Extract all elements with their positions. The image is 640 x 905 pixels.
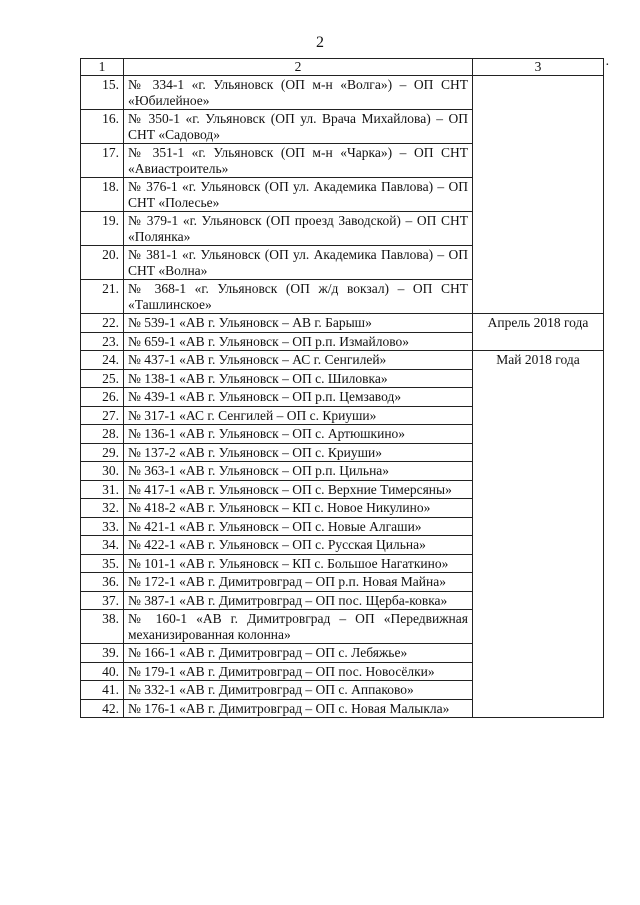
row-number: 33. <box>81 517 124 536</box>
row-number: 22. <box>81 314 124 333</box>
route-description: № 422-1 «АВ г. Ульяновск – ОП с. Русская Цильна» <box>124 536 473 555</box>
row-number: 17. <box>81 144 124 178</box>
route-description: № 363-1 «АВ г. Ульяновск – ОП р.п. Цильна» <box>124 462 473 481</box>
route-description: № 368-1 «г. Ульяновск (ОП ж/д вокзал) – ОП СНТ «Ташлинское» <box>124 280 473 314</box>
row-number: 41. <box>81 681 124 700</box>
table-row <box>81 351 604 370</box>
row-number: 19. <box>81 212 124 246</box>
route-description: № 138-1 «АВ г. Ульяновск – ОП с. Шиловка» <box>124 369 473 388</box>
route-description: № 136-1 «АВ г. Ульяновск – ОП с. Артюшкино» <box>124 425 473 444</box>
route-description: № 351-1 «г. Ульяновск (ОП м-н «Чарка») – ОП СНТ «Авиастроитель» <box>124 144 473 178</box>
page-number: 2 <box>316 34 324 51</box>
row-number: 34. <box>81 536 124 555</box>
route-description: № 381-1 «г. Ульяновск (ОП ул. Академика Павлова) – ОП СНТ «Волна» <box>124 246 473 280</box>
period-cell-empty <box>473 76 604 314</box>
route-description: № 376-1 «г. Ульяновск (ОП ул. Академика Павлова) – ОП СНТ «Полесье» <box>124 178 473 212</box>
column-header-3: 3 <box>473 59 604 76</box>
row-number: 35. <box>81 554 124 573</box>
route-description: № 437-1 «АВ г. Ульяновск – АС г. Сенгилей» <box>124 351 473 370</box>
row-number: 39. <box>81 644 124 663</box>
row-number: 25. <box>81 369 124 388</box>
route-description: № 332-1 «АВ г. Димитровград – ОП с. Аппаково» <box>124 681 473 700</box>
route-description: № 539-1 «АВ г. Ульяновск – АВ г. Барыш» <box>124 314 473 333</box>
row-number: 16. <box>81 110 124 144</box>
route-description: № 172-1 «АВ г. Димитровград – ОП р.п. Новая Майна» <box>124 573 473 592</box>
route-description: № 166-1 «АВ г. Димитровград – ОП с. Лебяжье» <box>124 644 473 663</box>
row-number: 23. <box>81 332 124 351</box>
row-number: 27. <box>81 406 124 425</box>
row-number: 36. <box>81 573 124 592</box>
route-description: № 160-1 «АВ г. Димитровград – ОП «Передвижная механизированная колонна» <box>124 610 473 644</box>
row-number: 20. <box>81 246 124 280</box>
row-number: 21. <box>81 280 124 314</box>
row-number: 28. <box>81 425 124 444</box>
row-number: 18. <box>81 178 124 212</box>
route-description: № 317-1 «АС г. Сенгилей – ОП с. Криуши» <box>124 406 473 425</box>
route-description: № 379-1 «г. Ульяновск (ОП проезд Заводской) – ОП СНТ «Полянка» <box>124 212 473 246</box>
row-number: 37. <box>81 591 124 610</box>
route-description: № 176-1 «АВ г. Димитровград – ОП с. Новая Малыкла» <box>124 699 473 718</box>
table-row <box>81 314 604 333</box>
row-number: 31. <box>81 480 124 499</box>
route-description: № 387-1 «АВ г. Димитровград – ОП пос. Щерба-ковка» <box>124 591 473 610</box>
route-description: № 421-1 «АВ г. Ульяновск – ОП с. Новые Алгаши» <box>124 517 473 536</box>
column-header-1: 1 <box>81 59 124 76</box>
row-number: 30. <box>81 462 124 481</box>
route-description: № 350-1 «г. Ульяновск (ОП ул. Врача Михайлова) – ОП СНТ «Садовод» <box>124 110 473 144</box>
route-description: № 101-1 «АВ г. Ульяновск – КП с. Большое Нагаткино» <box>124 554 473 573</box>
table-row <box>81 76 604 110</box>
column-header-2: 2 <box>124 59 473 76</box>
table-header-row <box>81 59 604 76</box>
row-number: 42. <box>81 699 124 718</box>
route-description: № 417-1 «АВ г. Ульяновск – ОП с. Верхние Тимерсяны» <box>124 480 473 499</box>
period-april: Апрель 2018 года <box>473 314 604 351</box>
row-number: 26. <box>81 388 124 407</box>
row-number: 40. <box>81 662 124 681</box>
route-description: № 439-1 «АВ г. Ульяновск – ОП р.п. Цемзавод» <box>124 388 473 407</box>
route-description: № 659-1 «АВ г. Ульяновск – ОП р.п. Измайлово» <box>124 332 473 351</box>
row-number: 24. <box>81 351 124 370</box>
row-number: 32. <box>81 499 124 518</box>
route-description: № 334-1 «г. Ульяновск (ОП м-н «Волга») – ОП СНТ «Юбилейное» <box>124 76 473 110</box>
row-number: 38. <box>81 610 124 644</box>
margin-mark: · <box>605 58 610 73</box>
route-description: № 137-2 «АВ г. Ульяновск – ОП с. Криуши» <box>124 443 473 462</box>
row-number: 15. <box>81 76 124 110</box>
route-description: № 418-2 «АВ г. Ульяновск – КП с. Новое Никулино» <box>124 499 473 518</box>
routes-table <box>80 58 604 718</box>
row-number: 29. <box>81 443 124 462</box>
period-may: Май 2018 года <box>473 351 604 718</box>
route-description: № 179-1 «АВ г. Димитровград – ОП пос. Новосёлки» <box>124 662 473 681</box>
